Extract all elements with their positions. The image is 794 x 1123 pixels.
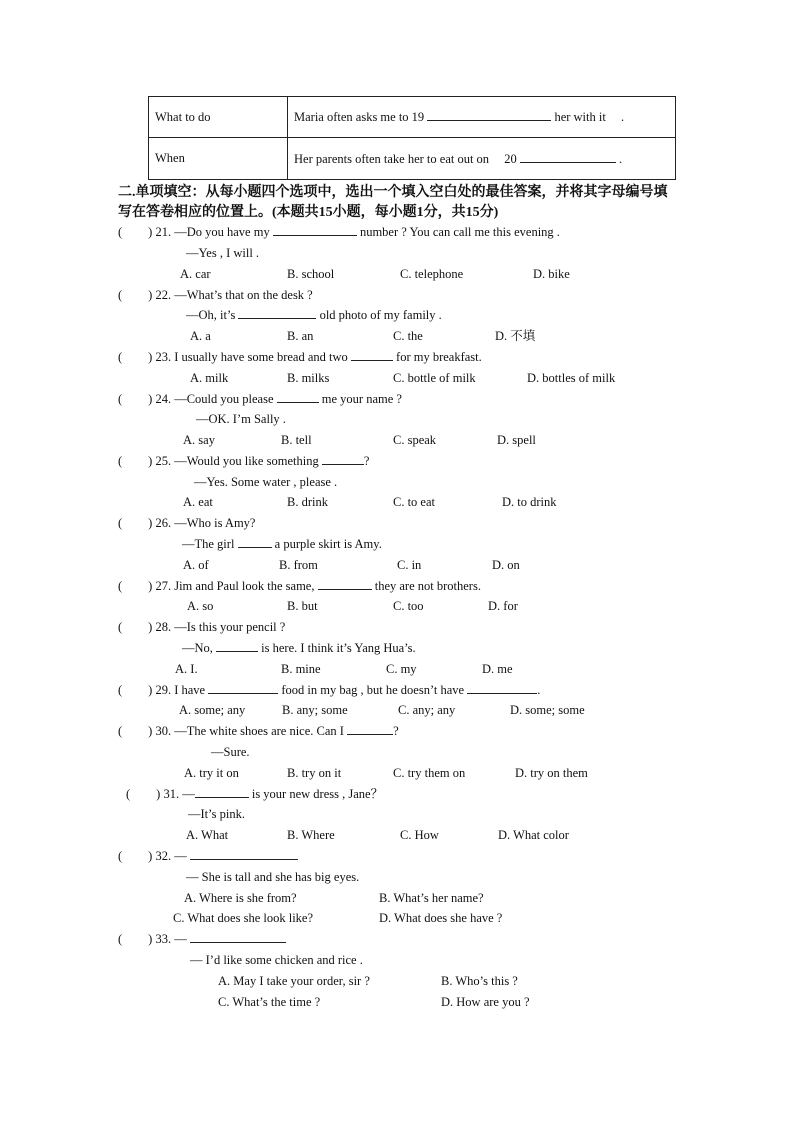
question-text: a purple skirt is Amy. (271, 537, 382, 551)
option-a: A. I. (175, 662, 198, 676)
paren-open: ( (118, 225, 123, 239)
option-d: D. bike (533, 267, 570, 281)
paren-open: ( (118, 683, 123, 697)
question-number: ) 27. (148, 579, 172, 593)
option-a: A. say (183, 433, 215, 447)
answer-blank (238, 307, 316, 319)
question-text: for my breakfast. (392, 350, 482, 364)
option-d: D. What does she have ? (379, 911, 503, 925)
question-text: me your name ? (318, 392, 402, 406)
option-a: A. so (187, 599, 214, 613)
option-d: D. spell (497, 433, 536, 447)
option-d: D. some; some (510, 703, 585, 717)
question-text: . (537, 683, 541, 697)
question-number: ) 25. (148, 454, 172, 468)
question-reply: —Yes. Some water , please . (194, 475, 338, 489)
question-28 (118, 618, 285, 636)
question-text: —Could you please (171, 392, 274, 406)
option-b: B. Where (287, 828, 335, 842)
paren-open: ( (126, 787, 131, 801)
cell-text: her with it (551, 110, 606, 124)
question-number: ) 31. (156, 787, 180, 801)
option-c: C. speak (393, 433, 437, 447)
cell-text: . (620, 110, 625, 124)
question-text: — (179, 787, 195, 801)
option-c: C. telephone (400, 267, 464, 281)
question-text: —Would you like something (171, 454, 319, 468)
question-text: is your new dress , Jane？ (248, 787, 384, 801)
question-reply: —Yes , I will . (186, 246, 260, 260)
question-number: ) 33. (148, 932, 172, 946)
option-c: C. What does she look like? (173, 911, 314, 925)
option-c: C. How (400, 828, 439, 842)
option-a: A. of (183, 558, 209, 572)
section-title: 二.单项填空：从每小题四个选项中，选出一个填入空白处的最佳答案，并将其字母编号填写在答卷相应的位置上。(本题共15小题，每小题1分，共15分) (118, 185, 668, 220)
option-a: A. a (190, 329, 211, 343)
cell-text: Maria often asks me to 19 (294, 110, 425, 124)
answer-blank (190, 848, 298, 860)
answer-blank (277, 391, 319, 403)
option-b: B. milks (287, 371, 330, 385)
option-c: C. in (397, 558, 422, 572)
question-text: is here. I think it’s Yang Hua’s. (258, 641, 416, 655)
question-reply: —Sure. (211, 745, 250, 759)
paren-open: ( (118, 849, 123, 863)
info-table (148, 96, 676, 180)
option-b: B. but (287, 599, 318, 613)
option-b: B. from (279, 558, 318, 572)
question-number: ) 30. (148, 724, 172, 738)
question-number: ) 21. (148, 225, 172, 239)
option-d: D. on (492, 558, 520, 572)
answer-blank (322, 453, 364, 465)
answer-blank (520, 151, 616, 163)
question-32 (118, 847, 298, 865)
question-reply (182, 639, 416, 657)
paren-open: ( (118, 932, 123, 946)
option-b: B. What’s her name? (379, 891, 484, 905)
question-text: I have (171, 683, 206, 697)
table-row (149, 97, 676, 138)
answer-blank (467, 682, 537, 694)
question-24 (118, 390, 402, 408)
question-reply: —OK. I’m Sally . (196, 412, 286, 426)
option-d: D. try on them (515, 766, 588, 780)
option-c: C. any; any (398, 703, 456, 717)
question-text: —Who is Amy? (171, 516, 256, 530)
option-b: B. tell (281, 433, 312, 447)
cell-text: . (618, 151, 623, 166)
question-31 (126, 785, 383, 803)
table-cell-content (288, 97, 676, 138)
table-cell-label: What to do (149, 97, 288, 138)
question-number: ) 29. (148, 683, 172, 697)
question-text: — (171, 849, 187, 863)
answer-blank (216, 640, 258, 652)
question-text: —Is this your pencil ? (171, 620, 286, 634)
paren-open: ( (118, 620, 123, 634)
question-33 (118, 930, 286, 948)
option-c: C. to eat (393, 495, 436, 509)
paren-open: ( (118, 516, 123, 530)
answer-blank (351, 349, 393, 361)
option-a: A. May I take your order, sir ? (218, 974, 370, 988)
question-reply: — She is tall and she has big eyes. (186, 870, 360, 884)
question-reply (186, 306, 442, 324)
question-number: ) 23. (148, 350, 172, 364)
question-26 (118, 514, 255, 532)
option-a: A. milk (190, 371, 229, 385)
question-number: ) 28. (148, 620, 172, 634)
paren-open: ( (118, 579, 123, 593)
question-number: ) 22. (148, 288, 172, 302)
option-b: B. try on it (287, 766, 342, 780)
paren-open: ( (118, 350, 123, 364)
question-text: old photo of my family . (316, 308, 442, 322)
answer-blank (347, 723, 393, 735)
option-b: B. school (287, 267, 335, 281)
question-27 (118, 577, 481, 595)
option-b: B. mine (281, 662, 321, 676)
question-text: number ? You can call me this evening . (356, 225, 560, 239)
option-a: A. What (186, 828, 229, 842)
question-reply: — I’d like some chicken and rice . (190, 953, 363, 967)
answer-blank (318, 578, 372, 590)
paren-open: ( (118, 288, 123, 302)
option-d: D. me (482, 662, 513, 676)
answer-blank (195, 786, 249, 798)
option-d: D. bottles of milk (527, 371, 616, 385)
option-a: A. Where is she from? (184, 891, 297, 905)
question-text: ? (393, 724, 399, 738)
option-a: A. some; any (179, 703, 246, 717)
answer-blank (427, 109, 551, 121)
option-c: C. What’s the time ? (218, 995, 321, 1009)
question-text: food in my bag , but he doesn’t have (278, 683, 465, 697)
question-text: —Oh, it’s (186, 308, 236, 322)
question-text: I usually have some bread and two (171, 350, 348, 364)
option-d: D. to drink (502, 495, 557, 509)
question-text: — (171, 932, 187, 946)
answer-blank (190, 931, 286, 943)
question-text: —Do you have my (171, 225, 270, 239)
question-25 (118, 452, 369, 470)
option-a: A. car (180, 267, 211, 281)
option-b: B. an (287, 329, 314, 343)
option-a: A. eat (183, 495, 213, 509)
cell-text: Her parents often take her to eat out on (294, 151, 490, 166)
question-text: they are not brothers. (371, 579, 481, 593)
question-number: ) 32. (148, 849, 172, 863)
question-text: —What’s that on the desk ? (171, 288, 313, 302)
option-c: C. the (393, 329, 423, 343)
table-cell-label: When (149, 138, 288, 180)
option-b: B. Who’s this ? (441, 974, 518, 988)
option-c: C. my (386, 662, 417, 676)
paren-open: ( (118, 724, 123, 738)
option-b: B. drink (287, 495, 328, 509)
answer-blank (273, 224, 357, 236)
question-text: —No, (182, 641, 213, 655)
question-reply (182, 535, 382, 553)
question-text: —The girl (182, 537, 235, 551)
question-23 (118, 348, 482, 366)
question-number: ) 26. (148, 516, 172, 530)
question-text: —The white shoes are nice. Can I (171, 724, 344, 738)
option-c: C. bottle of milk (393, 371, 476, 385)
paren-open: ( (118, 392, 123, 406)
question-reply: —It’s pink. (188, 807, 245, 821)
option-d: D. What color (498, 828, 569, 842)
question-text: Jim and Paul look the same, (171, 579, 315, 593)
answer-blank (238, 536, 272, 548)
paren-open: ( (118, 454, 123, 468)
option-c: C. try them on (393, 766, 466, 780)
question-30 (118, 722, 399, 740)
question-22 (118, 286, 313, 304)
question-number: ) 24. (148, 392, 172, 406)
option-c: C. too (393, 599, 424, 613)
cell-number: 20 (504, 151, 517, 166)
question-text: ? (363, 454, 370, 468)
table-cell-content (288, 138, 676, 180)
answer-blank (208, 682, 278, 694)
option-d: D. for (488, 599, 518, 613)
option-a: A. try it on (184, 766, 239, 780)
option-b: B. any; some (282, 703, 348, 717)
table-row (149, 138, 676, 180)
option-d: D. 不填 (495, 329, 536, 343)
question-21 (118, 223, 560, 241)
option-d: D. How are you ? (441, 995, 530, 1009)
question-29 (118, 681, 540, 699)
